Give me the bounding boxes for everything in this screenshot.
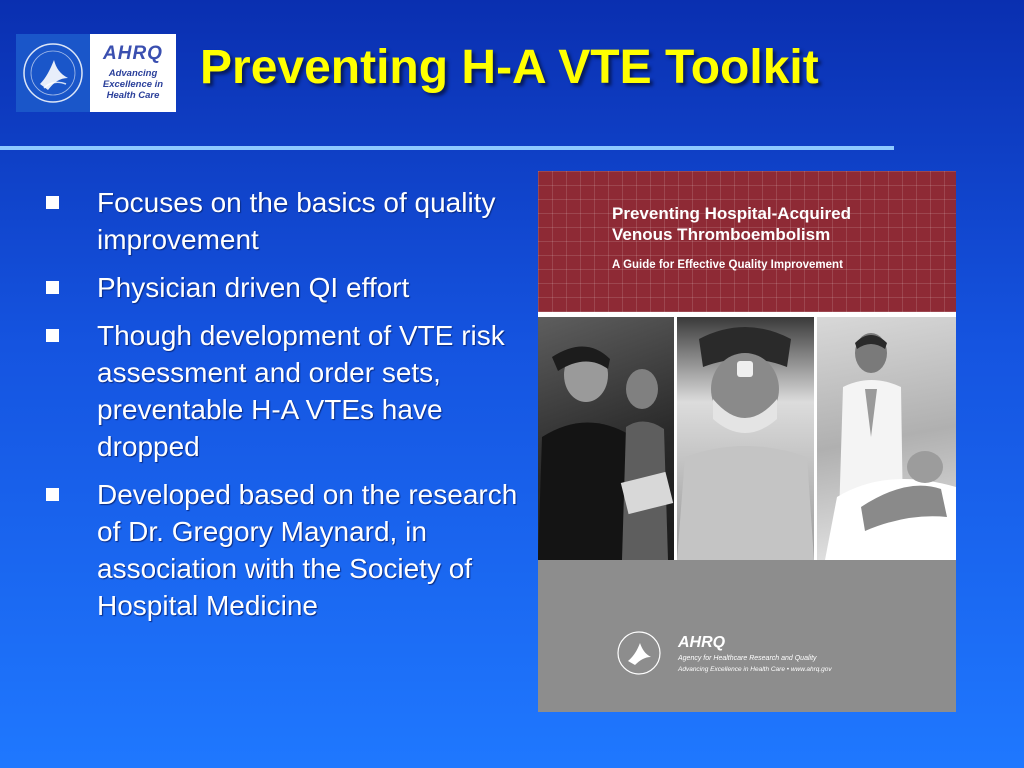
ahrq-logo [90,34,176,112]
hhs-ahrq-logo [16,34,176,112]
bullet-item [44,317,522,465]
title-divider [0,146,894,150]
cover-title-line: Venous Thromboembolism [612,225,831,244]
ahrq-tagline-line: Health Care [106,90,160,101]
bullet-text: Physician driven QI effort [97,272,410,303]
bullet-text: Developed based on the research of Dr. Gregory Maynard, in association with the Society of Hospital Medicine [97,479,518,621]
cover-tagline: Advancing Excellence in Health Care • www.ahrq.gov [678,666,832,673]
cover-footer [538,560,956,712]
cover-subtitle: A Guide for Effective Quality Improvement [612,259,843,271]
cover-ahrq-wordmark: AHRQ [678,634,726,651]
cover-header [538,171,956,312]
cover-title [612,203,942,245]
bullet-text: Though development of VTE risk assessment and order sets, preventable H-A VTEs have dropped [97,320,505,462]
ahrq-tagline-line: Excellence in [102,79,164,90]
square-bullet-icon [46,281,59,294]
bullet-item [44,476,522,624]
bullet-list [44,184,522,635]
square-bullet-icon [46,196,59,209]
hhs-eagle-icon [616,630,662,676]
doctor-and-patient-photo [817,317,956,560]
doctor-with-clipboard-photo [538,317,674,560]
cover-photo-strip [538,312,956,560]
square-bullet-icon [46,488,59,501]
cover-agency-name: Agency for Healthcare Research and Quality [678,655,817,662]
ahrq-tagline [90,68,176,101]
guide-cover-image [538,171,956,712]
surgeon-photo [677,317,814,560]
square-bullet-icon [46,329,59,342]
cover-title-line: Preventing Hospital-Acquired [612,204,851,223]
bullet-item [44,269,522,306]
ahrq-wordmark: AHRQ [103,43,163,64]
bullet-item [44,184,522,258]
bullet-text: Focuses on the basics of quality improvement [97,187,496,255]
hhs-seal-icon [16,34,90,112]
slide-title: Preventing H-A VTE Toolkit [200,41,819,94]
ahrq-tagline-line: Advancing [108,68,158,79]
